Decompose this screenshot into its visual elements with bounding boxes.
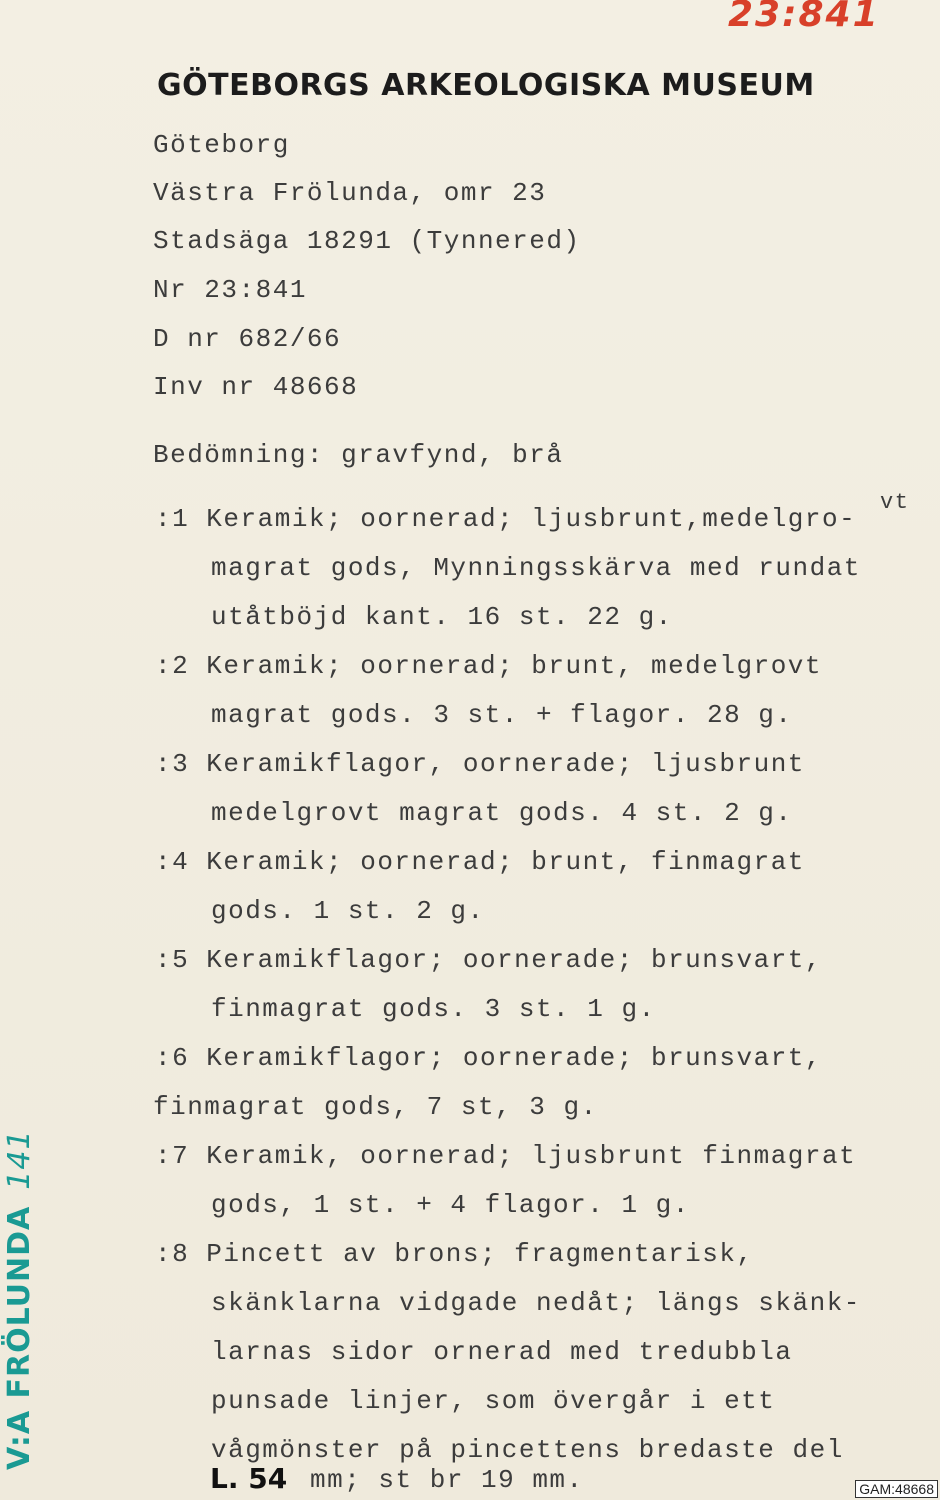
header-line-dnr: D nr 682/66 — [153, 324, 342, 354]
header-line-area: Västra Frölunda, omr 23 — [153, 178, 547, 208]
stamp-number: 23:841 — [728, 0, 880, 35]
side-label — [2, 1129, 37, 1470]
header-line-parcel: Stadsäga 18291 (Tynnered) — [153, 226, 581, 256]
entry-line: :1 Keramik; oornerad; ljusbrunt,medelgro- — [155, 504, 857, 534]
entry-line: :5 Keramikflagor; oornerade; brunsvart, — [155, 945, 822, 975]
entry-line: :8 Pincett av brons; fragmentarisk, — [155, 1239, 754, 1269]
side-label-text: V:A FRÖLUNDA — [2, 1205, 37, 1470]
header-line-inv: Inv nr 48668 — [153, 372, 359, 402]
entry-line: punsade linjer, som övergår i ett — [211, 1386, 776, 1416]
entry-line: gods. 1 st. 2 g. — [211, 896, 485, 926]
archive-id-label: GAM:48668 — [855, 1480, 938, 1498]
assessment-line: Bedömning: gravfynd, brå — [153, 440, 564, 470]
entry-line: magrat gods. 3 st. + flagor. 28 g. — [211, 700, 793, 730]
entry-line: finmagrat gods. 3 st. 1 g. — [211, 994, 656, 1024]
header-line-number: Nr 23:841 — [153, 275, 307, 305]
entry-line: vågmönster på pincettens bredaste del — [211, 1435, 844, 1465]
entry-line: mm; st br 19 mm. — [310, 1465, 584, 1495]
entry-line: :7 Keramik, oornerad; ljusbrunt finmagrat — [155, 1141, 857, 1171]
entry-line: larnas sidor ornerad med tredubbla — [211, 1337, 793, 1367]
entry-line: utåtböjd kant. 16 st. 22 g. — [211, 602, 673, 632]
entry-line: magrat gods, Mynningsskärva med rundat — [211, 553, 861, 583]
entry-line: :6 Keramikflagor; oornerade; brunsvart, — [155, 1043, 822, 1073]
handwritten-length: L. 54 — [210, 1462, 288, 1495]
side-label-number: 141 — [2, 1129, 37, 1190]
entry-line: :2 Keramik; oornerad; brunt, medelgrovt — [155, 651, 822, 681]
entry-line: medelgrovt magrat gods. 4 st. 2 g. — [211, 798, 793, 828]
museum-title: GÖTEBORGS ARKEOLOGISKA MUSEUM — [157, 68, 815, 103]
entry-line: skänklarna vidgade nedåt; längs skänk- — [211, 1288, 861, 1318]
superscript-vt: vt — [880, 490, 910, 515]
entry-line: :4 Keramik; oornerad; brunt, finmagrat — [155, 847, 805, 877]
entry-line: gods, 1 st. + 4 flagor. 1 g. — [211, 1190, 690, 1220]
header-line-city: Göteborg — [153, 130, 290, 160]
entry-line: finmagrat gods, 7 st, 3 g. — [153, 1092, 598, 1122]
entry-line: :3 Keramikflagor, oornerade; ljusbrunt — [155, 749, 805, 779]
